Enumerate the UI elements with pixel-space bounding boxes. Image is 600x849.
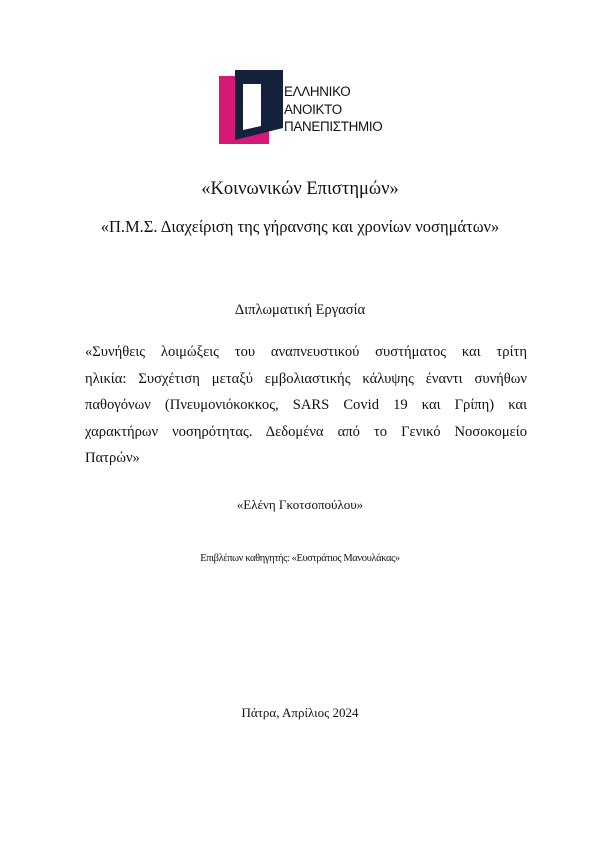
university-logo (219, 70, 419, 144)
logo-line-2: ΑΝΟΙΚΤΟ (284, 101, 342, 117)
author-name: «Ελένη Γκοτσοπούλου» (236, 497, 364, 512)
thesis-title-line: παθογόνων (Πνευμονιόκοκκος, SARS Covid 19 και Γρίπη) και (85, 397, 527, 413)
logo-line-1: ΕΛΛΗΝΙΚΟ (284, 84, 351, 99)
program-name: «Π.Μ.Σ. Διαχείριση της γήρανσης και χρονίων νοσημάτων» (100, 217, 500, 236)
thesis-type-label: Διπλωματική Εργασία (234, 302, 366, 318)
logo-line-3: ΠΑΝΕΠΙΣΤΗΜΙΟ (284, 119, 383, 134)
thesis-title-line: ηλικία: Συσχέτιση μεταξύ εμβολιαστικής κάλυψης έναντι συνήθων (85, 370, 527, 387)
thesis-title-line: «Συνήθεις λοιμώξεις του αναπνευστικού συστήματος και τρίτη (85, 344, 527, 360)
thesis-title-line: χαρακτήρων νοσηρότητας. Δεδομένα από το Γενικό Νοσοκομείο (85, 423, 527, 440)
faculty-name: «Κοινωνικών Επιστημών» (201, 179, 399, 199)
supervisor-line: Επιβλέπων καθηγητής: «Ευστράτιος Μανουλάκας» (200, 553, 400, 564)
place-and-date: Πάτρα, Απρίλιος 2024 (241, 705, 359, 720)
thesis-title-line: Πατρών» (85, 450, 140, 466)
university-logo-mark-icon (219, 70, 283, 144)
thesis-title (85, 339, 527, 472)
university-logo-text (284, 83, 382, 136)
